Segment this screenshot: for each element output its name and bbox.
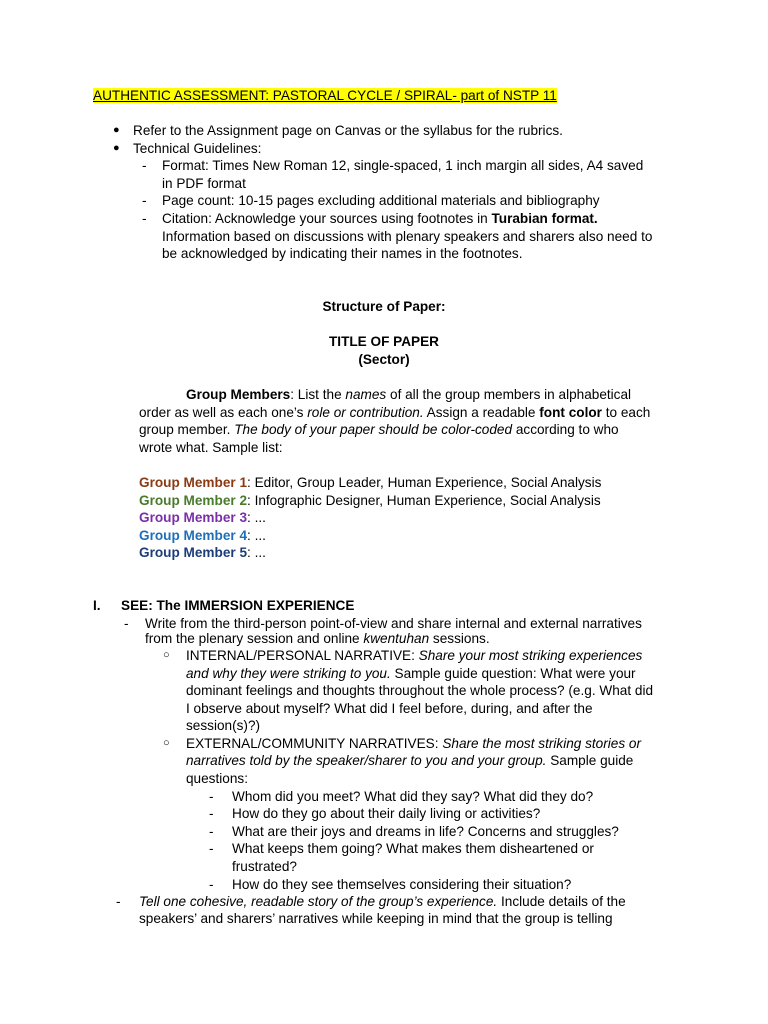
member-item <box>139 509 266 527</box>
group-members-line2 <box>139 404 650 422</box>
section-intro-line1: Write from the third-person point-of-view and share internal and external narratives <box>145 616 642 631</box>
text: Tell one cohesive, readable story of the group’s experience. <box>139 894 498 909</box>
internal-narrative-line5: session(s)?) <box>186 718 261 733</box>
member-name: Group Member 4 <box>139 528 248 543</box>
external-narrative-line3: questions: <box>186 771 248 786</box>
dash-marker: - <box>142 158 147 173</box>
dash-marker: - <box>116 894 121 909</box>
section-heading: SEE: The IMMERSION EXPERIENCE <box>121 598 355 613</box>
group-members-line1 <box>186 386 631 404</box>
guideline-citation-line2: Information based on discussions with plenary speakers and sharers also need to <box>162 229 653 244</box>
text: from the plenary session and online <box>145 631 364 646</box>
text: Share the most striking stories or <box>442 736 642 751</box>
dash-marker: - <box>209 789 214 804</box>
text: and why they were striking to you. <box>186 666 391 681</box>
guide-question: What are their joys and dreams in life? Concerns and struggles? <box>232 824 619 839</box>
paper-title: TITLE OF PAPER <box>328 334 439 349</box>
circle-bullet: ○ <box>163 737 170 749</box>
group-members-line3 <box>139 421 619 439</box>
dash-marker: - <box>142 193 147 208</box>
internal-narrative-line1 <box>186 647 642 665</box>
text: The body of your paper should be color-coded <box>234 422 513 437</box>
text: names <box>345 387 387 402</box>
text: role or contribution. <box>307 405 424 420</box>
paper-sector: (Sector) <box>358 352 410 367</box>
internal-narrative-line2 <box>186 665 636 683</box>
group-members-label: Group Members <box>186 387 291 402</box>
guide-question: What keeps them going? What makes them disheartened or <box>232 841 594 856</box>
bullet-technical-guidelines: Technical Guidelines: <box>133 141 262 156</box>
member-role: : ... <box>247 528 266 543</box>
tell-story-line2: speakers’ and sharers’ narratives while keeping in mind that the group is telling <box>139 911 613 926</box>
guideline-format-line1: Format: Times New Roman 12, single-spaced, 1 inch margin all sides, A4 saved <box>162 158 644 173</box>
structure-heading: Structure of Paper: <box>322 299 446 314</box>
text: EXTERNAL/COMMUNITY NARRATIVES: <box>186 736 443 751</box>
dash-marker: - <box>124 616 129 631</box>
member-role: : ... <box>247 510 266 525</box>
text: Include details of the <box>497 894 626 909</box>
text: order as well as each one’s <box>139 405 308 420</box>
section-numeral: I. <box>93 598 101 613</box>
circle-bullet: ○ <box>163 649 170 661</box>
dash-marker: - <box>209 841 214 856</box>
guide-question: Whom did you meet? What did they say? What did they do? <box>232 789 594 804</box>
member-role: : Infographic Designer, Human Experience, Social Analysis <box>247 493 601 508</box>
guideline-citation-line3: be acknowledged by indicating their names in the footnotes. <box>162 246 523 261</box>
member-item <box>139 474 601 492</box>
member-name: Group Member 3 <box>139 510 248 525</box>
member-name: Group Member 5 <box>139 545 248 560</box>
guideline-citation-line1 <box>162 210 598 228</box>
dash-marker: - <box>209 806 214 821</box>
text: sessions. <box>429 631 490 646</box>
text: according to who <box>512 422 619 437</box>
text: kwentuhan <box>363 631 430 646</box>
text: font color <box>539 405 602 420</box>
document-header <box>93 87 557 105</box>
text: of all the group members in alphabetical <box>386 387 632 402</box>
tell-story-line1 <box>139 893 626 911</box>
text: : List the <box>290 387 346 402</box>
bullet-marker: ● <box>113 142 120 154</box>
dash-marker: - <box>209 877 214 892</box>
guideline-format-line2: in PDF format <box>162 176 246 191</box>
guideline-page-count: Page count: 10-15 pages excluding additional materials and bibliography <box>162 193 600 208</box>
turabian-format: Turabian format. <box>491 211 598 226</box>
bullet-marker: ● <box>113 124 120 136</box>
guide-question: How do they go about their daily living or activities? <box>232 806 541 821</box>
dash-marker: - <box>142 211 147 226</box>
internal-narrative-line4: I observe about myself? What did I feel before, during, and after the <box>186 701 593 716</box>
citation-text: Citation: Acknowledge your sources using footnotes in <box>162 211 492 226</box>
group-members-line4: wrote what. Sample list: <box>139 440 283 455</box>
text: Sample guide question: What were your <box>390 666 636 681</box>
member-name: Group Member 2 <box>139 493 248 508</box>
header-title: AUTHENTIC ASSESSMENT: PASTORAL CYCLE / SPIRAL- part of NSTP 11 <box>93 88 557 103</box>
member-item <box>139 492 601 510</box>
text: narratives told by the speaker/sharer to you and your group. <box>186 753 547 768</box>
guide-question-continued: frustrated? <box>232 859 297 874</box>
text: Share your most striking experiences <box>418 648 643 663</box>
text: group member. <box>139 422 235 437</box>
member-name: Group Member 1 <box>139 475 248 490</box>
external-narrative-line2 <box>186 752 633 770</box>
member-role: : ... <box>247 545 266 560</box>
member-item <box>139 527 266 545</box>
member-item <box>139 544 266 562</box>
bullet-rubrics: Refer to the Assignment page on Canvas or the syllabus for the rubrics. <box>133 123 563 138</box>
dash-marker: - <box>209 824 214 839</box>
external-narrative-line1 <box>186 735 641 753</box>
guide-question: How do they see themselves considering their situation? <box>232 877 572 892</box>
text: Sample guide <box>546 753 634 768</box>
text: INTERNAL/PERSONAL NARRATIVE: <box>186 648 419 663</box>
text: to each <box>601 405 651 420</box>
internal-narrative-line3: dominant feelings and thoughts throughout the whole process? (e.g. What did <box>186 683 654 698</box>
text: Assign a readable <box>423 405 540 420</box>
member-role: : Editor, Group Leader, Human Experience, Social Analysis <box>247 475 602 490</box>
section-intro-line2 <box>145 630 490 648</box>
